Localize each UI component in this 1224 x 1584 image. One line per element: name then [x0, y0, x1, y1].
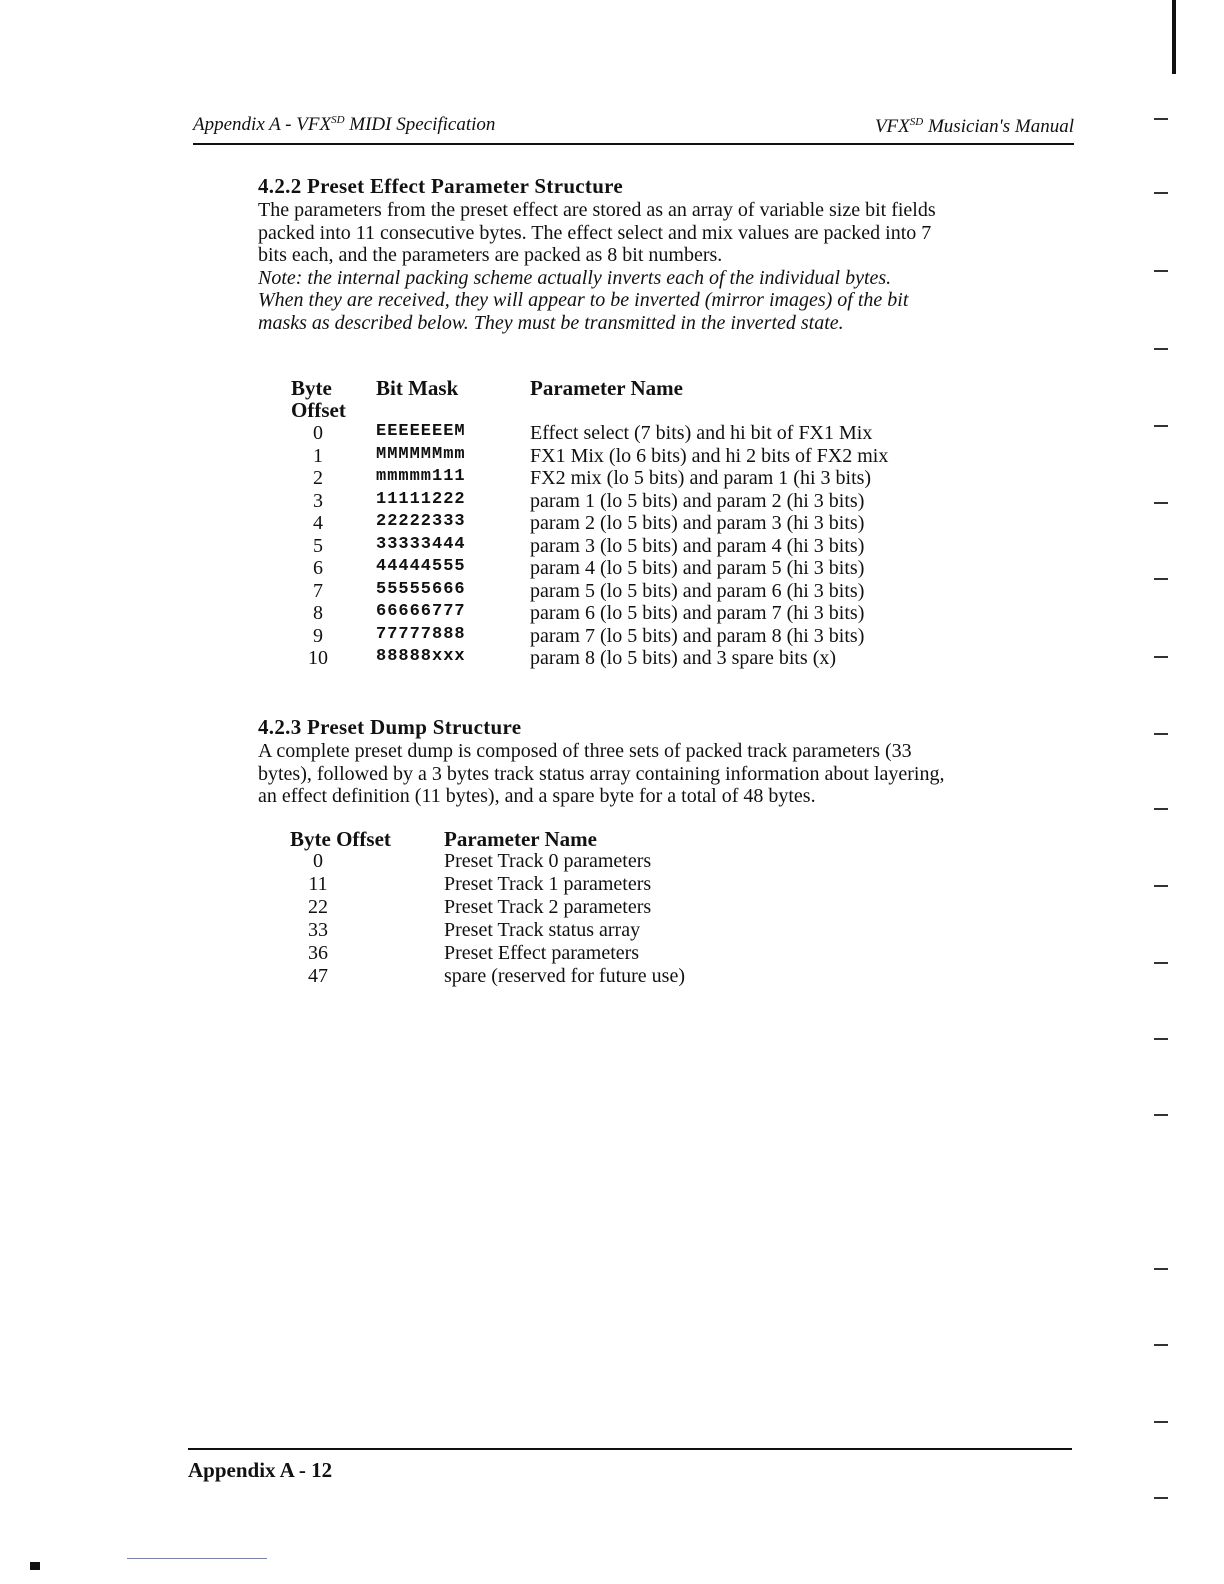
- byte-offset: 0: [313, 850, 323, 872]
- table2-header-byte-offset: Byte Offset: [290, 827, 391, 851]
- section-4-2-2-body: [258, 199, 1038, 334]
- margin-tick: [1154, 962, 1168, 964]
- bit-mask: 55555666: [376, 580, 466, 599]
- byte-offset: 9: [313, 625, 323, 647]
- body-line: an effect definition (11 bytes), and a spare byte for a total of 48 bytes.: [258, 785, 816, 807]
- section-4-2-3-body: [258, 740, 1038, 808]
- body-line: bytes), followed by a 3 bytes track status array containing information about layering,: [258, 762, 945, 785]
- parameter-name: Preset Track 1 parameters: [444, 873, 652, 895]
- bit-mask: mmmmm111: [376, 467, 466, 486]
- parameter-name: param 1 (lo 5 bits) and param 2 (hi 3 bits): [530, 490, 865, 512]
- margin-tick: [1154, 733, 1168, 735]
- margin-tick: [1154, 1268, 1168, 1270]
- margin-tick: [1154, 578, 1168, 580]
- margin-tick: [1154, 502, 1168, 504]
- table1-header-offset: Offset: [291, 398, 346, 422]
- margin-tick: [1154, 1421, 1168, 1423]
- margin-tick: [1154, 656, 1168, 658]
- parameter-name: param 2 (lo 5 bits) and param 3 (hi 3 bits): [530, 512, 865, 534]
- margin-tick: [1154, 1114, 1168, 1116]
- bit-mask: 44444555: [376, 557, 466, 576]
- running-header-left: Appendix A - $VFX^{SD}$ MIDI Specification: [193, 114, 496, 135]
- margin-tick: [1154, 270, 1168, 272]
- table1-header-parameter-name: Parameter Name: [530, 376, 683, 400]
- bit-mask: 66666777: [376, 602, 466, 621]
- parameter-name: param 6 (lo 5 bits) and param 7 (hi 3 bits): [530, 602, 865, 624]
- parameter-name: FX2 mix (lo 5 bits) and param 1 (hi 3 bits): [530, 467, 872, 489]
- byte-offset: 0: [313, 422, 323, 444]
- body-line: packed into 11 consecutive bytes. The effect select and mix values are packed into 7: [258, 221, 932, 244]
- margin-tick: [1154, 808, 1168, 810]
- parameter-name: param 3 (lo 5 bits) and param 4 (hi 3 bits): [530, 535, 865, 557]
- parameter-name: param 8 (lo 5 bits) and 3 spare bits (x): [530, 647, 837, 669]
- byte-offset: 22: [308, 896, 328, 918]
- margin-tick: [1154, 192, 1168, 194]
- byte-offset: 11: [308, 873, 328, 895]
- bit-mask: 22222333: [376, 512, 466, 531]
- byte-offset: 2: [313, 467, 323, 489]
- parameter-name: Preset Track 0 parameters: [444, 850, 652, 872]
- page-footer: Appendix A - 12: [188, 1458, 333, 1482]
- parameter-name: Preset Track 2 parameters: [444, 896, 652, 918]
- byte-offset: 47: [308, 965, 328, 987]
- byte-offset: 3: [313, 490, 323, 512]
- note-line: Note: the internal packing scheme actually inverts each of the individual bytes.: [258, 266, 892, 289]
- bit-mask: 88888xxx: [376, 647, 466, 666]
- section-title-4-2-2: 4.2.2 Preset Effect Parameter Structure: [258, 174, 624, 198]
- section-title-4-2-3: 4.2.3 Preset Dump Structure: [258, 715, 522, 739]
- parameter-name: param 4 (lo 5 bits) and param 5 (hi 3 bits): [530, 557, 865, 579]
- margin-tick: [1154, 1038, 1168, 1040]
- byte-offset: 33: [308, 919, 328, 941]
- parameter-name: Preset Track status array: [444, 919, 641, 941]
- margin-tick: [1154, 118, 1168, 120]
- bit-mask: MMMMMMmm: [376, 445, 466, 464]
- header-rule: [193, 143, 1074, 145]
- scan-mark: [30, 1562, 40, 1570]
- byte-offset: 1: [313, 445, 323, 467]
- parameter-name: param 5 (lo 5 bits) and param 6 (hi 3 bits): [530, 580, 865, 602]
- byte-offset: 36: [308, 942, 328, 964]
- table1-header-byte: Byte: [291, 376, 332, 400]
- note-line: When they are received, they will appear to be inverted (mirror images) of the bit: [258, 289, 909, 311]
- margin-bar: [1172, 0, 1176, 74]
- bit-mask: EEEEEEEM: [376, 422, 466, 441]
- bottom-rule: [127, 1558, 267, 1559]
- body-line: The parameters from the preset effect are stored as an array of variable size bit fields: [258, 199, 936, 221]
- byte-offset: 10: [308, 647, 328, 669]
- byte-offset: 7: [313, 580, 323, 602]
- byte-offset: 6: [313, 557, 323, 579]
- table2-header-parameter-name: Parameter Name: [444, 827, 597, 851]
- margin-tick: [1154, 425, 1168, 427]
- table1-header-bitmask: Bit Mask: [376, 376, 459, 400]
- byte-offset: 4: [313, 512, 323, 534]
- parameter-name: Preset Effect parameters: [444, 942, 640, 964]
- bit-mask: 77777888: [376, 625, 466, 644]
- byte-offset: 5: [313, 535, 323, 557]
- margin-tick: [1154, 885, 1168, 887]
- note-line: masks as described below. They must be transmitted in the inverted state.: [258, 311, 844, 334]
- bit-mask: 11111222: [376, 490, 466, 509]
- margin-tick: [1154, 1344, 1168, 1346]
- margin-tick: [1154, 348, 1168, 350]
- running-header-right: $VFX^{SD}$ Musician's Manual: [874, 116, 1074, 137]
- body-line: A complete preset dump is composed of three sets of packed track parameters (33: [258, 740, 912, 762]
- parameter-name: FX1 Mix (lo 6 bits) and hi 2 bits of FX2 mix: [530, 445, 889, 467]
- byte-offset: 8: [313, 602, 323, 624]
- parameter-name: spare (reserved for future use): [444, 965, 685, 987]
- body-line: bits each, and the parameters are packed as 8 bit numbers.: [258, 244, 723, 266]
- margin-tick: [1154, 1497, 1168, 1499]
- parameter-name: param 7 (lo 5 bits) and param 8 (hi 3 bits): [530, 625, 865, 647]
- footer-rule: [188, 1448, 1072, 1450]
- bit-mask: 33333444: [376, 535, 466, 554]
- parameter-name: Effect select (7 bits) and hi bit of FX1 Mix: [530, 422, 873, 444]
